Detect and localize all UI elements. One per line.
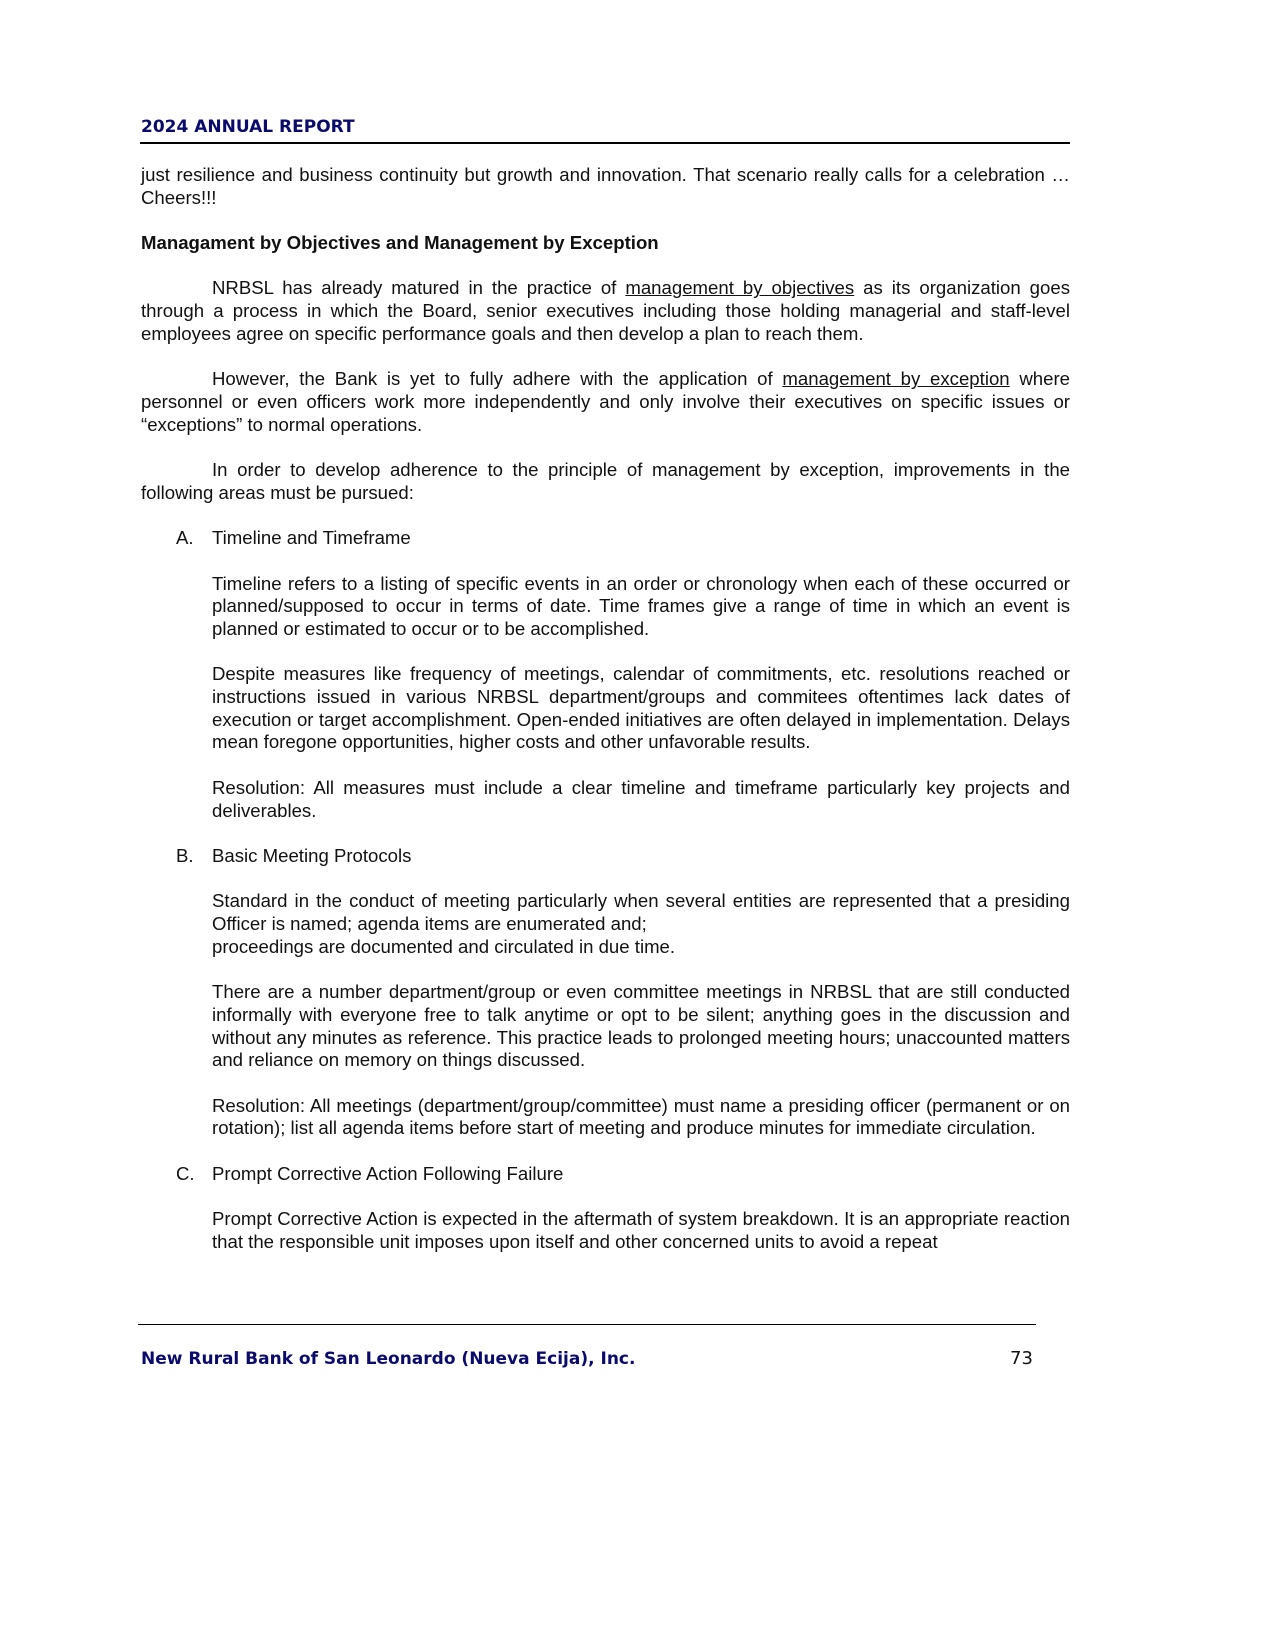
list-item-a-title — [141, 527, 1070, 550]
list-item-letter: C. — [176, 1162, 195, 1184]
list-item-title: Basic Meeting Protocols — [212, 844, 412, 866]
list-item-letter: A. — [176, 527, 194, 549]
page-number: 73 — [1010, 1348, 1033, 1369]
list-item-a-paragraph: Timeline refers to a listing of specific events in an order or chronology when each of these occurred or planned/supposed to occur in terms of date. Time frames give a range of time in which an event is planned or estimated to occur or to be accomplished. — [212, 572, 1070, 639]
paragraph-mbo — [141, 277, 1070, 345]
list-item-title: Prompt Corrective Action Following Failure — [212, 1162, 564, 1184]
running-header-title: 2024 ANNUAL REPORT — [141, 117, 355, 137]
continuation-paragraph: just resilience and business continuity but growth and innovation. That scenario really calls for a celebration … Cheers!!! — [141, 164, 1070, 208]
paragraph-text: where personnel or even officers work more independently and only involve their executives on specific issues or “exceptions” to normal operations. — [141, 368, 1071, 435]
paragraph-mbe — [141, 368, 1070, 436]
list-item-letter: B. — [176, 844, 194, 866]
paragraph-text: NRBSL has already matured in the practice of — [212, 277, 626, 299]
list-item-title: Timeline and Timeframe — [212, 527, 411, 549]
list-item-c-paragraph: Prompt Corrective Action is expected in the aftermath of system breakdown. It is an appropriate reaction that the responsible unit imposes upon itself and other concerned units to avoid a repeat — [212, 1208, 1070, 1252]
page-body — [141, 164, 1070, 1276]
list-item-b-paragraph: Standard in the conduct of meeting particularly when several entities are represented that a presiding Officer is named; agenda items are enumerated and; — [212, 890, 1070, 935]
list-item-b-title — [141, 845, 1070, 868]
paragraph-text: However, the Bank is yet to fully adhere with the application of — [212, 368, 783, 390]
term-management-by-exception: management by exception — [782, 368, 1010, 390]
footer-divider — [138, 1324, 1036, 1325]
term-management-by-objectives: management by objectives — [625, 277, 855, 299]
list-item-b-paragraph: There are a number department/group or even committee meetings in NRBSL that are still conducted informally with everyone free to talk anytime or opt to be silent; anything goes in the discussion and without any minutes as reference. This practice leads to prolonged meeting hours; unaccounted matters and reliance on memory on things discussed. — [212, 981, 1070, 1071]
list-item-a-resolution: Resolution: All measures must include a clear timeline and timeframe particularly key projects and deliverables. — [212, 776, 1070, 821]
section-heading: Managament by Objectives and Management by Exception — [141, 232, 659, 254]
list-item-a-paragraph: Despite measures like frequency of meetings, calendar of commitments, etc. resolutions reached or instructions issued in various NRBSL department/groups and commitees oftentimes lack dates of execution or target accomplishment. Open-ended initiatives are often delayed in implementation. Delays mean foregone opportunities, higher costs and other unfavorable results. — [212, 663, 1070, 753]
paragraph-text: as its organization goes through a process in which the Board, senior executives including those holding managerial and staff-level employees agree on specific performance goals and then develop a plan to reach them. — [141, 277, 1071, 344]
footer-organization: New Rural Bank of San Leonardo (Nueva Ecija), Inc. — [141, 1349, 636, 1369]
list-item-b-paragraph-continuation: proceedings are documented and circulated in due time. — [212, 935, 676, 957]
header-divider — [140, 142, 1070, 144]
list-item-b-resolution: Resolution: All meetings (department/group/committee) must name a presiding officer (permanent or on rotation); list all agenda items before start of meeting and produce minutes for immediate circulation. — [212, 1094, 1070, 1139]
paragraph-improvements-intro: In order to develop adherence to the principle of management by exception, improvements in the following areas must be pursued: — [141, 459, 1070, 503]
list-item-c-title — [141, 1163, 1070, 1186]
